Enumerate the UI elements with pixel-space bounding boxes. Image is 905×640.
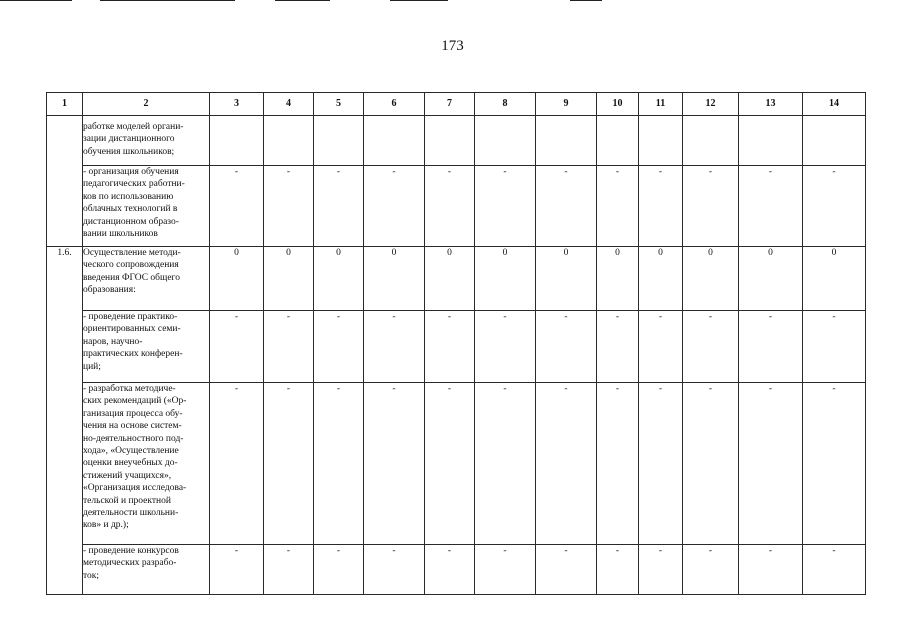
column-header: 11 <box>639 93 683 116</box>
description-line: оценки внеучебных до- <box>83 458 178 469</box>
value-cell: 0 <box>683 247 739 311</box>
value-cell: - <box>264 383 314 545</box>
value-cell: - <box>475 545 536 595</box>
value-cell: - <box>597 383 639 545</box>
value-cell: 0 <box>210 247 264 311</box>
value-cell: - <box>314 166 364 247</box>
value-cell: - <box>264 311 314 383</box>
description-line: ориентированных семи- <box>83 324 181 335</box>
column-header: 7 <box>425 93 475 116</box>
table-body <box>47 116 866 595</box>
description-line: дистанционном образо- <box>83 216 179 227</box>
top-rule-5 <box>570 0 602 1</box>
value-cell: - <box>739 383 803 545</box>
column-header: 2 <box>83 93 210 116</box>
value-cell: - <box>536 545 597 595</box>
row-description <box>83 116 210 166</box>
value-cell: - <box>264 166 314 247</box>
value-cell <box>475 116 536 166</box>
row-number <box>47 311 83 383</box>
column-header: 6 <box>364 93 425 116</box>
row-description <box>83 247 210 311</box>
value-cell: 0 <box>803 247 866 311</box>
column-header: 4 <box>264 93 314 116</box>
value-cell: - <box>803 311 866 383</box>
column-header: 10 <box>597 93 639 116</box>
column-header: 3 <box>210 93 264 116</box>
value-cell: - <box>536 311 597 383</box>
value-cell: - <box>739 311 803 383</box>
value-cell <box>264 116 314 166</box>
column-header: 12 <box>683 93 739 116</box>
description-line: облачных технологий в <box>83 204 178 215</box>
description-line: тельской и проектной <box>83 495 171 506</box>
column-header: 8 <box>475 93 536 116</box>
value-cell <box>536 116 597 166</box>
value-cell: - <box>597 166 639 247</box>
value-cell: - <box>210 311 264 383</box>
row-number <box>47 383 83 545</box>
row-number <box>47 116 83 166</box>
page-number: 173 <box>441 38 464 54</box>
value-cell: - <box>803 545 866 595</box>
top-rule-1 <box>0 0 72 1</box>
description-line: «Организация исследова- <box>83 483 187 494</box>
value-cell: - <box>683 545 739 595</box>
description-line: образования: <box>83 285 136 296</box>
description-line: ток; <box>83 570 100 581</box>
value-cell: - <box>314 311 364 383</box>
description-line: практических конферен- <box>83 349 183 360</box>
value-cell: - <box>683 166 739 247</box>
top-rule-2 <box>100 0 235 1</box>
description-line: - организация обучения <box>83 167 179 177</box>
value-cell: 0 <box>425 247 475 311</box>
value-cell: - <box>425 383 475 545</box>
value-cell: - <box>425 311 475 383</box>
value-cell: - <box>803 166 866 247</box>
value-cell: 0 <box>475 247 536 311</box>
value-cell <box>364 116 425 166</box>
value-cell: 0 <box>536 247 597 311</box>
column-header: 5 <box>314 93 364 116</box>
value-cell: - <box>314 545 364 595</box>
value-cell: - <box>210 166 264 247</box>
value-cell: - <box>803 383 866 545</box>
value-cell: - <box>639 545 683 595</box>
row-description <box>83 383 210 545</box>
description-line: Осуществление методи- <box>83 248 181 258</box>
description-line: - проведение практико- <box>83 312 178 322</box>
table-row <box>47 166 866 247</box>
row-number <box>47 545 83 595</box>
column-header: 13 <box>739 93 803 116</box>
value-cell: - <box>683 383 739 545</box>
description-line: ганизация процесса обу- <box>83 408 183 419</box>
value-cell <box>425 116 475 166</box>
column-header: 9 <box>536 93 597 116</box>
header-row <box>47 93 866 116</box>
description-line: но-деятельностного под- <box>83 433 184 444</box>
description-line: - разработка методиче- <box>83 384 176 394</box>
value-cell: - <box>739 166 803 247</box>
value-cell: - <box>475 166 536 247</box>
value-cell: - <box>425 545 475 595</box>
value-cell: 0 <box>739 247 803 311</box>
description-line: ков» и др.); <box>83 520 129 531</box>
value-cell: 0 <box>264 247 314 311</box>
description-line: ских рекомендаций («Ор- <box>83 396 187 407</box>
description-line: чения на основе систем- <box>83 421 182 432</box>
value-cell: - <box>364 383 425 545</box>
description-line: обучения школьников; <box>83 146 175 157</box>
description-line: - проведение конкурсов <box>83 546 179 556</box>
value-cell: - <box>597 545 639 595</box>
description-line: работке моделей органи- <box>83 122 184 132</box>
table-row <box>47 311 866 383</box>
description-line: зации дистанционного <box>83 134 175 145</box>
value-cell: - <box>264 545 314 595</box>
top-rule-4 <box>390 0 448 1</box>
table-row <box>47 383 866 545</box>
table-row <box>47 116 866 166</box>
value-cell: - <box>597 311 639 383</box>
description-line: ков по использованию <box>83 191 174 202</box>
value-cell: - <box>639 383 683 545</box>
row-description <box>83 166 210 247</box>
value-cell: - <box>210 383 264 545</box>
value-cell <box>314 116 364 166</box>
value-cell <box>597 116 639 166</box>
description-line: ций; <box>83 361 101 372</box>
description-line: вании школьников <box>83 229 158 240</box>
value-cell: - <box>739 545 803 595</box>
value-cell <box>210 116 264 166</box>
value-cell: 0 <box>597 247 639 311</box>
data-table <box>46 92 866 595</box>
value-cell: 0 <box>364 247 425 311</box>
value-cell: - <box>639 166 683 247</box>
value-cell: - <box>536 383 597 545</box>
description-line: введения ФГОС общего <box>83 272 180 283</box>
description-line: деятельности школьни- <box>83 508 179 519</box>
row-description <box>83 545 210 595</box>
column-header: 14 <box>803 93 866 116</box>
value-cell: - <box>475 383 536 545</box>
value-cell <box>803 116 866 166</box>
description-line: наров, научно- <box>83 336 143 347</box>
table-row <box>47 545 866 595</box>
value-cell: - <box>364 311 425 383</box>
value-cell: - <box>364 166 425 247</box>
column-header: 1 <box>47 93 83 116</box>
description-line: хода», «Осуществление <box>83 446 179 457</box>
value-cell: - <box>210 545 264 595</box>
value-cell <box>739 116 803 166</box>
value-cell: - <box>314 383 364 545</box>
value-cell: - <box>364 545 425 595</box>
value-cell: - <box>683 311 739 383</box>
description-line: методических разрабо- <box>83 558 177 569</box>
table-row <box>47 247 866 311</box>
value-cell: 0 <box>639 247 683 311</box>
value-cell: - <box>639 311 683 383</box>
row-description <box>83 311 210 383</box>
value-cell: 0 <box>314 247 364 311</box>
value-cell <box>683 116 739 166</box>
value-cell: - <box>425 166 475 247</box>
value-cell: - <box>475 311 536 383</box>
value-cell <box>639 116 683 166</box>
row-number: 1.6. <box>47 247 83 311</box>
row-number <box>47 166 83 247</box>
value-cell: - <box>536 166 597 247</box>
top-rule-3 <box>275 0 330 1</box>
description-line: стижений учащихся», <box>83 470 172 481</box>
description-line: ческого сопровождения <box>83 260 179 271</box>
description-line: педагогических работни- <box>83 179 185 190</box>
